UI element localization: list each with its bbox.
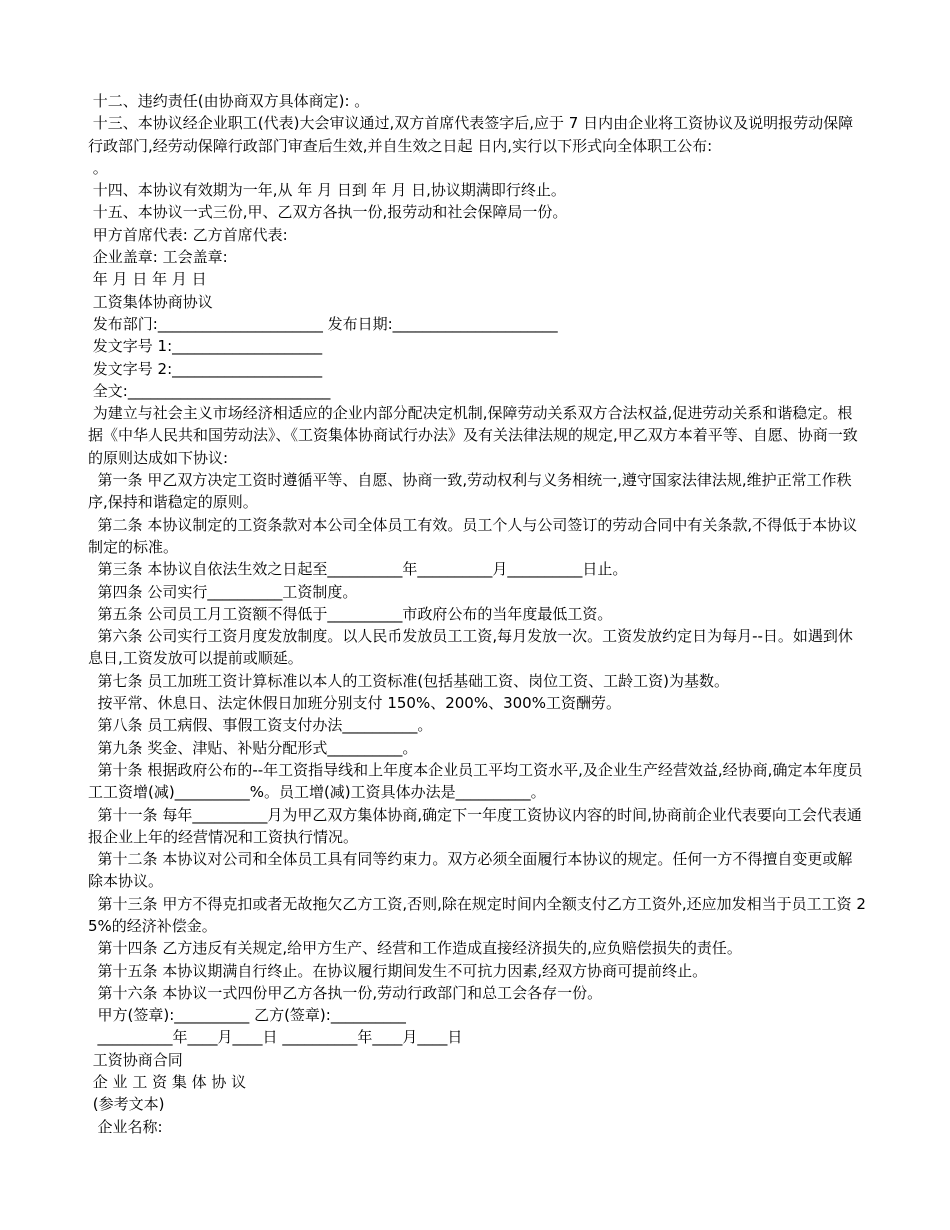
seals-line: 企业盖章: 工会盖章: [88, 248, 228, 267]
article-2: 第二条 本协议制定的工资条款对本公司全体员工有效。员工个人与公司签订的劳动合同中有关条款,不得低于本协议制定的标准。 [88, 515, 858, 556]
article-10: 第十条 根据政府公布的--年工资指导线和上年度本企业员工平均工资水平,及企业生产经营效益,经协商,确定本年度员工工资增(减)__________%。员工增(减)工资具体办法是__________。 [88, 760, 863, 802]
article-3: 第三条 本协议自依法生效之日起至__________年__________月__________日止。 [88, 560, 628, 579]
article-13: 第十三条 甲方不得克扣或者无故拖欠乙方工资,否则,除在规定时间内全额支付乙方工资外,还应加发相当于员工工资 25%的经济补偿金。 [88, 894, 866, 935]
clause-14-validity-period: 十四、本协议有效期为一年,从 年 月 日到 年 月 日,协议期满即行终止。 [88, 181, 566, 200]
section-title-collective-wage-agreement: 工资集体协商协议 [88, 292, 213, 311]
article-12: 第十二条 本协议对公司和全体员工具有同等约束力。双方必须全面履行本协议的规定。任何一方不得擅自变更或解除本协议。 [88, 850, 853, 891]
signature-parties-line: 甲方(签章):__________ 乙方(签章):__________ [88, 1006, 406, 1025]
article-8: 第八条 员工病假、事假工资支付办法__________。 [88, 716, 433, 735]
clause-13-continuation: 。 [88, 158, 108, 177]
reference-text-label: (参考文本) [88, 1095, 165, 1114]
document-number-1: 发文字号 1:____________________ [88, 337, 323, 356]
clause-15-copies: 十五、本协议一式三份,甲、乙双方各执一份,报劳动和社会保障局一份。 [88, 203, 568, 222]
publishing-dept-and-date: 发布部门:______________________ 发布日期:______________________ [88, 314, 558, 333]
article-9: 第九条 奖金、津贴、补贴分配形式__________。 [88, 738, 418, 757]
clause-12-breach-liability: 十二、违约责任(由协商双方具体商定): 。 [88, 92, 370, 110]
article-7-overtime-rates: 按平常、休息日、法定休假日加班分别支付 150%、200%、300%工资酬劳。 [88, 694, 621, 713]
preamble-paragraph: 为建立与社会主义市场经济相适应的企业内部分配决定机制,保障劳动关系双方合法权益,促进劳动关系和谐稳定。根据《中华人民共和国劳动法》、《工资集体协商试行办法》及有关法律法规的规定,甲乙双方本着平等、自愿、协商一致的原则达成如下协议: [88, 404, 858, 467]
article-7: 第七条 员工加班工资计算标准以本人的工资标准(包括基础工资、岗位工资、工龄工资)为基数。 [88, 671, 730, 690]
document-body [88, 90, 866, 1138]
article-4: 第四条 公司实行__________工资制度。 [88, 582, 358, 601]
enterprise-name-label: 企业名称: [88, 1117, 163, 1136]
article-5: 第五条 公司员工月工资额不得低于__________市政府公布的当年度最低工资。 [88, 604, 613, 623]
article-1: 第一条 甲乙双方决定工资时遵循平等、自愿、协商一致,劳动权利与义务相统一,遵守国家法律法规,维护正常工作秩序,保持和谐稳定的原则。 [88, 471, 852, 512]
document-number-2: 发文字号 2:____________________ [88, 359, 323, 378]
full-text-label: 全文:___________________________ [88, 381, 331, 400]
section-title-wage-negotiation-contract: 工资协商合同 [88, 1050, 183, 1069]
article-14: 第十四条 乙方违反有关规定,给甲方生产、经营和工作造成直接经济损失的,应负赔偿损失的责任。 [88, 939, 742, 958]
article-11: 第十一条 每年__________月为甲乙双方集体协商,确定下一年度工资协议内容的时间,协商前企业代表要向工会代表通报企业上年的经营情况和工资执行情况。 [88, 805, 862, 846]
clause-13-approval-and-publication: 十三、本协议经企业职工(代表)大会审议通过,双方首席代表签字后,应于 7 日内由企业将工资协议及说明报劳动保障行政部门,经劳动保障行政部门审查后生效,并自生效之日起 日内,实行以下形式向全体职工公布: [88, 114, 854, 155]
chief-representatives-line: 甲方首席代表: 乙方首席代表: [88, 225, 288, 244]
signature-dates-line: __________年____月____日 __________年____月____日 [88, 1028, 463, 1047]
date-line: 年 月 日 年 月 日 [88, 270, 207, 289]
section-title-enterprise-wage-agreement: 企 业 工 资 集 体 协 议 [88, 1073, 247, 1092]
article-15: 第十五条 本协议期满自行终止。在协议履行期间发生不可抗力因素,经双方协商可提前终止。 [88, 961, 708, 980]
article-6: 第六条 公司实行工资月度发放制度。以人民币发放员工工资,每月发放一次。工资发放约定日为每月--日。如遇到休息日,工资发放可以提前或顺延。 [88, 627, 853, 668]
article-16: 第十六条 本协议一式四份甲乙方各执一份,劳动行政部门和总工会各存一份。 [88, 983, 603, 1002]
